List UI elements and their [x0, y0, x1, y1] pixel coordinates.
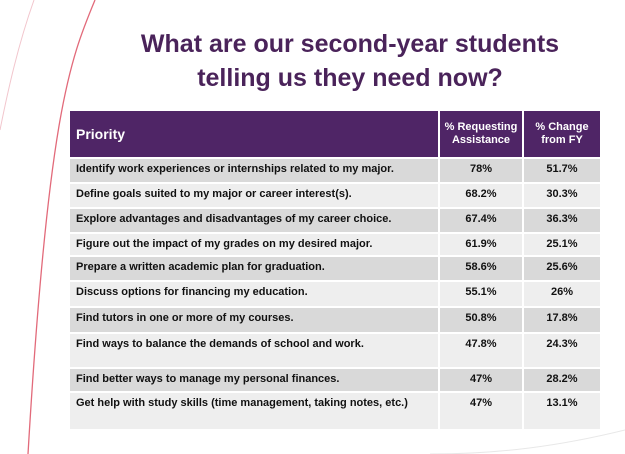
priority-cell: Identify work experiences or internships related to my major. [69, 158, 439, 183]
priority-cell: Prepare a written academic plan for graduation. [69, 256, 439, 281]
header-priority: Priority [69, 110, 439, 158]
header-requesting-assistance: % Requesting Assistance [439, 110, 523, 158]
priority-cell: Get help with study skills (time management, taking notes, etc.) [69, 392, 439, 430]
table-row [69, 233, 601, 256]
priority-cell: Find ways to balance the demands of school and work. [69, 333, 439, 368]
requesting-cell: 50.8% [439, 307, 523, 333]
slide-title-line-2: telling us they need now? [197, 64, 503, 92]
priority-table [68, 109, 602, 431]
requesting-cell: 55.1% [439, 281, 523, 307]
requesting-cell: 68.2% [439, 183, 523, 208]
change-cell: 28.2% [523, 368, 601, 392]
header-change-from-fy: % Change from FY [523, 110, 601, 158]
requesting-cell: 47.8% [439, 333, 523, 368]
change-cell: 24.3% [523, 333, 601, 368]
change-cell: 51.7% [523, 158, 601, 183]
change-cell: 17.8% [523, 307, 601, 333]
table-row [69, 333, 601, 368]
priority-cell: Define goals suited to my major or career interest(s). [69, 183, 439, 208]
change-cell: 25.1% [523, 233, 601, 256]
table-row [69, 307, 601, 333]
requesting-cell: 58.6% [439, 256, 523, 281]
slide-title-line-1: What are our second-year students [140, 30, 560, 58]
change-cell: 36.3% [523, 208, 601, 233]
change-cell: 25.6% [523, 256, 601, 281]
table-row [69, 281, 601, 307]
table-row [69, 183, 601, 208]
requesting-cell: 61.9% [439, 233, 523, 256]
change-cell: 26% [523, 281, 601, 307]
table-row [69, 208, 601, 233]
requesting-cell: 47% [439, 368, 523, 392]
table-row [69, 392, 601, 430]
requesting-cell: 47% [439, 392, 523, 430]
change-cell: 13.1% [523, 392, 601, 430]
priority-cell: Discuss options for financing my education. [69, 281, 439, 307]
change-cell: 30.3% [523, 183, 601, 208]
priority-cell: Find tutors in one or more of my courses. [69, 307, 439, 333]
requesting-cell: 78% [439, 158, 523, 183]
slide-title [80, 27, 620, 95]
priority-cell: Find better ways to manage my personal finances. [69, 368, 439, 392]
table-row [69, 158, 601, 183]
table-row [69, 256, 601, 281]
table-header-row [69, 110, 601, 158]
priority-cell: Explore advantages and disadvantages of my career choice. [69, 208, 439, 233]
requesting-cell: 67.4% [439, 208, 523, 233]
priority-cell: Figure out the impact of my grades on my desired major. [69, 233, 439, 256]
table-row [69, 368, 601, 392]
